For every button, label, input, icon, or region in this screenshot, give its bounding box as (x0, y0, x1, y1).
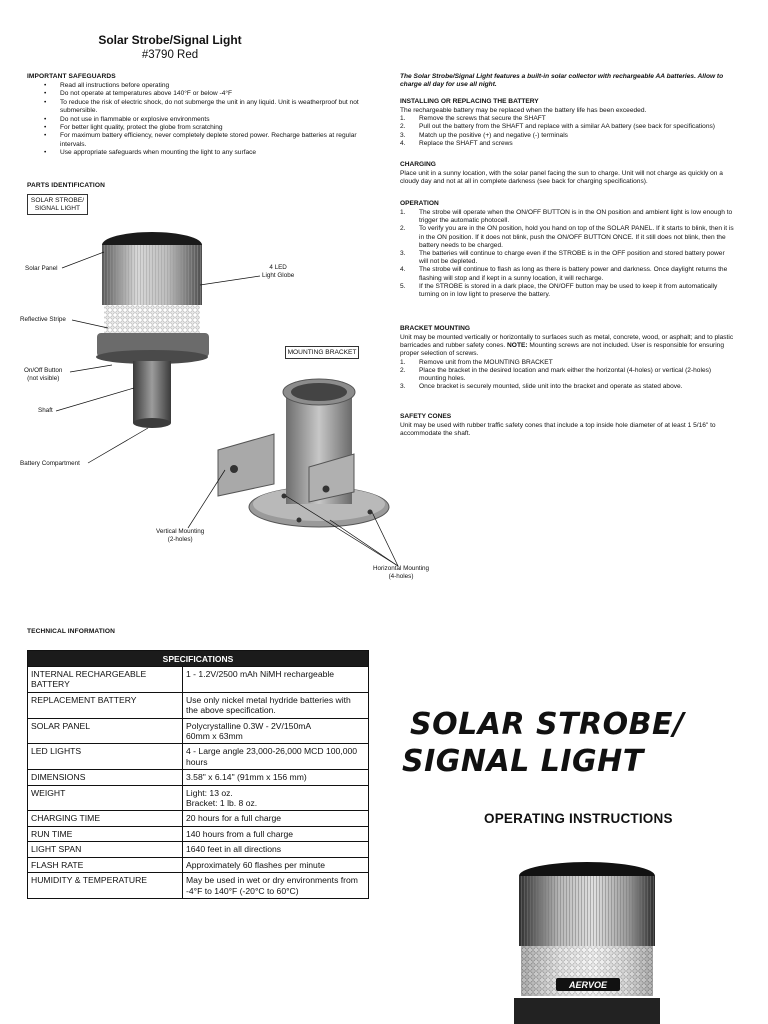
list-item: 5. If the STROBE is stored in a dark place, the ON/OFF button may be used to keep it from automatically turning on in low light to preserve the battery. (400, 282, 718, 299)
callout-vertical-mounting (156, 528, 204, 543)
list-item: 1. The strobe will operate when the ON/OFF BUTTON is in the ON position and ambient light is low enough to trigger the automatic photocell. (400, 209, 733, 225)
spec-key: LIGHT SPAN (28, 842, 183, 857)
operation-steps (400, 209, 735, 299)
spec-key: HUMIDITY & TEMPERATURE (28, 873, 183, 899)
spec-value: Approximately 60 flashes per minute (183, 857, 369, 872)
cones-heading: SAFETY CONES (400, 413, 452, 420)
bracket-steps (400, 359, 735, 392)
callout-vertical-line2: (2-holes) (167, 535, 193, 543)
list-item: 3. Match up the positive (+) and negative (-) terminals (400, 131, 568, 139)
list-item: • To reduce the risk of electric shock, do not submerge the unit in any liquid. Unit is weatherproof but not submersible. (44, 99, 364, 116)
list-item: • For better light quality, protect the globe from scratching (44, 124, 364, 132)
bracket-section (400, 325, 735, 391)
spec-key: RUN TIME (28, 826, 183, 841)
bracket-text: Unit may be mounted vertically or horizontally to surfaces such as metal, concrete, wood, or asphalt; and to plastic barricades and rubber safety cones. NOTE: Mounting screws are not included. User is responsible for ensuring proper selection of screws. (400, 334, 734, 358)
list-item: • For maximum battery efficiency, never completely deplete stored power. Recharge batteries at regular intervals. (44, 132, 364, 149)
list-item: 3. Once bracket is securely mounted, slide unit into the bracket and operate as stated above. (400, 383, 683, 391)
list-item: 4. The strobe will continue to flash as long as there is battery power and darkness. Once daylight returns the flashing will stop and if kept in a sunny location, it will recharge. (400, 266, 728, 282)
cover-title-line2: SIGNAL LIGHT (402, 744, 644, 779)
list-item: • Do not operate at temperatures above 140°F or below -4°F (44, 90, 364, 98)
table-row (28, 873, 369, 899)
parts-heading: PARTS IDENTIFICATION (27, 182, 105, 189)
list-item: • Use appropriate safeguards when mounting the light to any surface (44, 149, 364, 157)
callout-horizontal-mounting (373, 565, 429, 580)
spec-value: Use only nickel metal hydride batteries with the above specification. (183, 692, 369, 718)
table-row (28, 692, 369, 718)
callout-vertical-line1: Vertical Mounting (156, 528, 205, 535)
cover-strobe-photo (512, 860, 662, 1024)
callout-reflective-stripe: Reflective Stripe (20, 316, 66, 323)
safeguards-heading: IMPORTANT SAFEGUARDS (27, 73, 116, 80)
callout-onoff-button (24, 367, 62, 382)
table-row (28, 842, 369, 857)
list-item: 1. Remove the screws that secure the SHAFT (400, 115, 546, 123)
charging-heading: CHARGING (400, 161, 436, 168)
list-item: 2. Pull out the battery from the SHAFT and replace with a similar AA battery (see back for specifications) (400, 123, 715, 131)
specifications-table (27, 650, 369, 899)
list-item: • Read all instructions before operating (44, 82, 364, 90)
bracket-label-box: MOUNTING BRACKET (285, 346, 359, 359)
table-row (28, 857, 369, 872)
list-item: 2. Place the bracket in the desired location and mark either the horizontal (4-holes) or vertical (2-holes) mounting holes. (400, 366, 712, 383)
callout-led-line1: 4 LED (269, 264, 287, 271)
unit-label-line2: SIGNAL LIGHT (34, 205, 81, 212)
document-title: Solar Strobe/Signal Light (98, 33, 242, 47)
list-item: 1. Remove unit from the MOUNTING BRACKET (400, 358, 553, 366)
list-item: 2. To verify you are in the ON position, hold you hand on top of the SOLAR PANEL. If it starts to blink, then it is in the ON position. If it does not blink, push the ON/OFF BUTTON ONCE. If it still does not blink, then the battery needs to be charged. (400, 225, 734, 249)
table-row (28, 785, 369, 811)
table-row (28, 744, 369, 770)
spec-value: 20 hours for a full charge (183, 811, 369, 826)
callout-shaft: Shaft (38, 407, 53, 414)
charging-text: Place unit in a sunny location, with the solar panel facing the sun to charge. Unit will not charge as quickly on a cloudy day and not at all in complete darkness (see back for charging specifications). (400, 170, 723, 186)
spec-value: May be used in wet or dry environments from -4°F to 140°F (-20°C to 60°C) (183, 873, 369, 899)
battery-text: The rechargeable battery may be replaced when the battery life has been exceeded. (400, 107, 647, 114)
callout-horizontal-line1: Horizontal Mounting (373, 565, 430, 572)
unit-label-line1: SOLAR STROBE/ (30, 197, 85, 204)
technical-heading: TECHNICAL INFORMATION (27, 628, 115, 635)
spec-value: 140 hours from a full charge (183, 826, 369, 841)
callout-battery-compartment: Battery Compartment (20, 460, 80, 467)
callout-horizontal-line2: (4-holes) (388, 572, 414, 580)
cones-section (400, 413, 735, 438)
spec-value: Polycrystalline 0.3W - 2V/150mA 60mm x 63mm (183, 718, 369, 744)
battery-section (400, 98, 735, 148)
list-item: 3. The batteries will continue to charge even if the STROBE is in the OFF position and stored battery power will not be depleted. (400, 250, 725, 266)
spec-value: 1640 feet in all directions (183, 842, 369, 857)
spec-key: SOLAR PANEL (28, 718, 183, 744)
cones-text: Unit may be used with rubber traffic safety cones that include a top inside hole diameter of at least 1 5/16" to accommodate the shaft. (400, 422, 716, 438)
charging-section (400, 161, 735, 186)
spec-key: FLASH RATE (28, 857, 183, 872)
spec-key: INTERNAL RECHARGEABLE BATTERY (28, 667, 183, 693)
spec-key: REPLACEMENT BATTERY (28, 692, 183, 718)
battery-steps (400, 115, 735, 148)
operation-heading: OPERATION (400, 200, 439, 207)
spec-value: 4 - Large angle 23,000-26,000 MCD 100,000 hours (183, 744, 369, 770)
model-number: #3790 Red (141, 49, 199, 61)
table-row (28, 718, 369, 744)
cover-title-line1: SOLAR STROBE/ (410, 707, 685, 742)
table-row (28, 667, 369, 693)
list-item: • Do not use in flammable or explosive environments (44, 116, 364, 124)
spec-value: 3.58" x 6.14" (91mm x 156 mm) (183, 770, 369, 785)
callout-led-line2: Light Globe (262, 271, 295, 279)
specifications-header: SPECIFICATIONS (28, 651, 369, 667)
spec-key: WEIGHT (28, 785, 183, 811)
table-row (28, 826, 369, 841)
table-row (28, 770, 369, 785)
intro-text: The Solar Strobe/Signal Light features a built-in solar collector with rechargeable AA batteries. Allow to charge all day for use all night. (400, 73, 724, 89)
note-label: NOTE: (507, 342, 528, 350)
table-row (28, 811, 369, 826)
cover-subtitle: OPERATING INSTRUCTIONS (484, 811, 673, 826)
battery-heading: INSTALLING OR REPLACING THE BATTERY (400, 98, 539, 105)
callout-solar-panel: Solar Panel (25, 265, 58, 272)
spec-key: CHARGING TIME (28, 811, 183, 826)
callout-onoff-line2: (not visible) (27, 374, 60, 382)
callout-onoff-line1: On/Off Button (24, 367, 63, 374)
operation-section (400, 200, 735, 299)
spec-value: Light: 13 oz. Bracket: 1 lb. 8 oz. (183, 785, 369, 811)
bracket-heading: BRACKET MOUNTING (400, 325, 470, 332)
spec-value: 1 - 1.2V/2500 mAh NiMH rechargeable (183, 667, 369, 693)
list-item: 4. Replace the SHAFT and screws (400, 139, 513, 147)
spec-key: DIMENSIONS (28, 770, 183, 785)
spec-key: LED LIGHTS (28, 744, 183, 770)
brand-logo: AERVOE (568, 980, 608, 990)
callout-led-globe (262, 264, 294, 279)
